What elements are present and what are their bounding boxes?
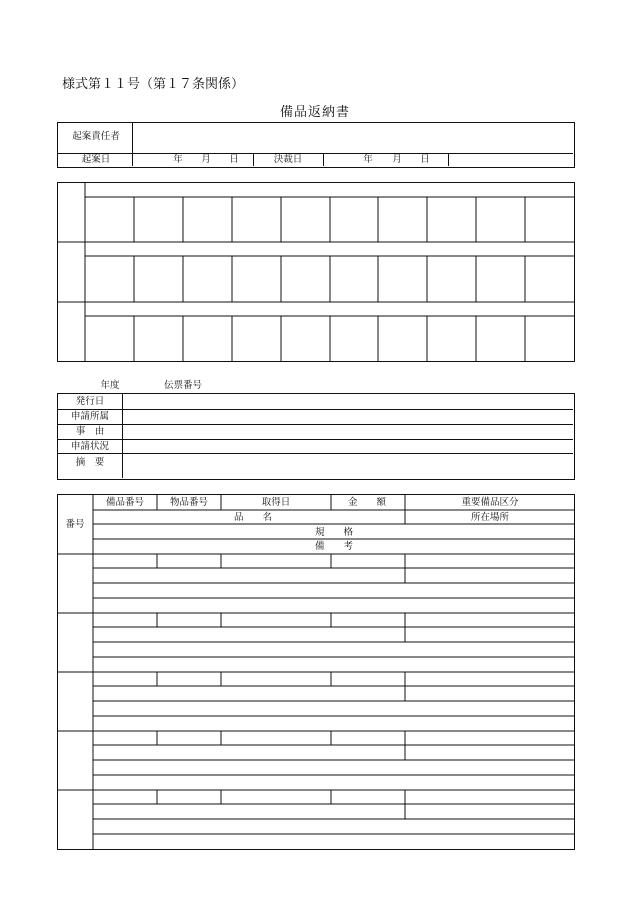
item-name-header: 品 名 [233, 512, 273, 523]
decision-date-label: 決裁日 [273, 154, 303, 165]
slip-number-label: 伝票番号 [163, 380, 203, 391]
draft-day-label: 日 [229, 154, 239, 165]
amount-header: 金 額 [347, 497, 387, 508]
number-label: 番号 [65, 519, 85, 530]
draft-year-label: 年 [173, 154, 183, 165]
form-number-label: 様式第１１号（第１７条関係） [62, 77, 245, 92]
location-header: 所在場所 [470, 512, 510, 523]
decision-day-label: 日 [420, 154, 430, 165]
issue-date-label: 発行日 [75, 396, 105, 407]
drafter-label: 起案責任者 [72, 131, 120, 142]
reason-label: 事 由 [75, 426, 105, 437]
remarks-header: 備 考 [314, 541, 354, 552]
applicant-dept-label: 申請所属 [70, 411, 110, 422]
article-number-header: 物品番号 [169, 497, 209, 508]
document-title: 備品返納書 [279, 105, 350, 120]
acquisition-date-header: 取得日 [261, 497, 291, 508]
fiscal-year-label: 年度 [100, 380, 120, 391]
important-equipment-class-header: 重要備品区分 [461, 497, 519, 508]
decision-month-label: 月 [392, 154, 402, 165]
equipment-number-header: 備品番号 [105, 497, 145, 508]
draft-month-label: 月 [201, 154, 211, 165]
decision-year-label: 年 [363, 154, 373, 165]
draft-date-label: 起案日 [81, 154, 111, 165]
application-status-label: 申請状況 [70, 441, 110, 452]
specification-header: 規 格 [314, 527, 354, 538]
summary-label: 摘 要 [75, 457, 105, 468]
